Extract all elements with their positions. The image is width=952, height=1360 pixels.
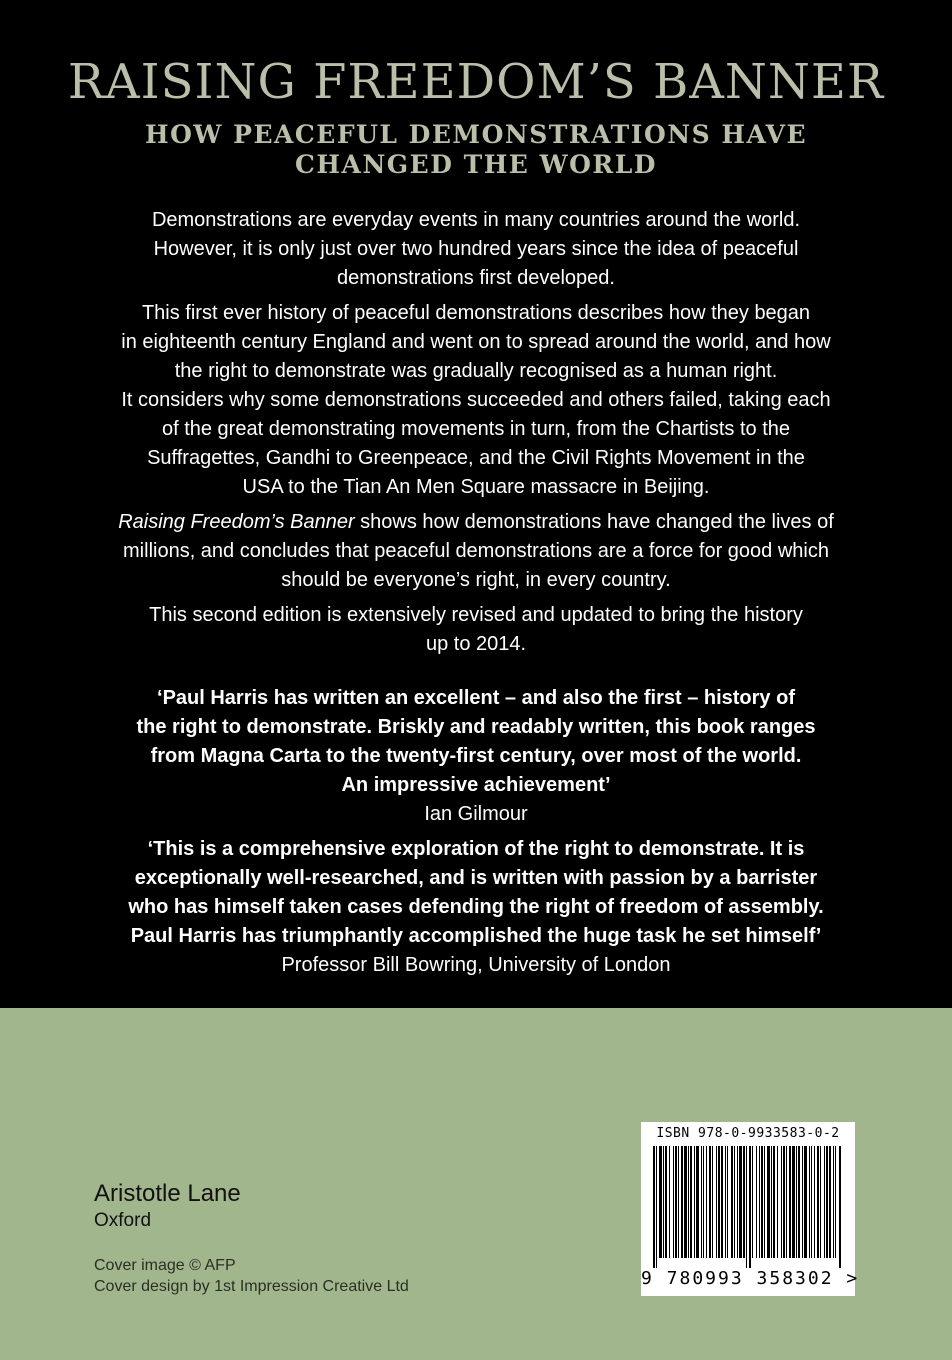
barcode-bar xyxy=(746,1146,747,1268)
barcode-bar xyxy=(833,1146,834,1258)
barcode-bar xyxy=(656,1146,657,1268)
barcode xyxy=(641,1122,860,1296)
blurb-paragraph-4 xyxy=(60,601,892,659)
barcode-bar xyxy=(786,1146,787,1258)
text-line: up to 2014. xyxy=(425,633,527,655)
barcode-bar xyxy=(767,1146,770,1258)
barcode-bar xyxy=(696,1146,699,1258)
barcode-bar xyxy=(781,1146,782,1258)
subtitle-line: CHANGED THE WORLD xyxy=(295,150,657,179)
quote-line: exceptionally well-researched, and is written with passion by a barrister xyxy=(134,867,818,889)
barcode-bar xyxy=(756,1146,757,1258)
barcode-bar xyxy=(716,1146,717,1258)
text-segment: shows how demonstrations have changed the lives of xyxy=(354,511,834,533)
barcode-bar xyxy=(718,1146,720,1258)
barcode-bar xyxy=(783,1146,785,1258)
barcode-bar xyxy=(804,1146,807,1258)
text-line: However, it is only just over two hundred years since the idea of peaceful xyxy=(153,238,799,260)
ean-digits xyxy=(641,1268,860,1289)
barcode-bar xyxy=(789,1146,791,1258)
barcode-bar xyxy=(721,1146,723,1258)
barcode-bar xyxy=(703,1146,704,1258)
barcode-bar xyxy=(829,1146,831,1258)
quote-line: ‘This is a comprehensive exploration of the right to demonstrate. It is xyxy=(147,838,805,860)
barcode-bar xyxy=(743,1146,745,1258)
barcode-bar xyxy=(675,1146,677,1258)
review-quote-1 xyxy=(60,684,892,829)
text-line: This first ever history of peaceful demonstrations describes how they began xyxy=(141,302,811,324)
barcode-bar xyxy=(824,1146,825,1258)
barcode-bar xyxy=(690,1146,692,1258)
quote-line: who has himself taken cases defending the right of freedom of assembly. xyxy=(128,896,824,918)
barcode-bar xyxy=(796,1146,797,1258)
quote-line: ‘Paul Harris has written an excellent – and also the first – history of xyxy=(157,687,795,709)
barcode-bar xyxy=(709,1146,711,1258)
barcode-bar xyxy=(752,1146,753,1258)
barcode-bar xyxy=(759,1146,760,1258)
barcode-bar xyxy=(727,1146,728,1258)
barcode-bar xyxy=(792,1146,795,1258)
text-line xyxy=(60,508,892,537)
book-subtitle xyxy=(0,120,952,180)
barcode-bar xyxy=(817,1146,819,1258)
barcode-bar xyxy=(761,1146,763,1258)
blurb-paragraph-1 xyxy=(60,206,892,293)
barcode-bars xyxy=(651,1146,845,1268)
barcode-bar xyxy=(659,1146,662,1258)
subtitle-line: HOW PEACEFUL DEMONSTRATIONS HAVE xyxy=(144,120,808,149)
barcode-bar xyxy=(725,1146,726,1258)
blurb-paragraph-2 xyxy=(60,299,892,502)
barcode-bar xyxy=(681,1146,683,1258)
barcode-bar xyxy=(820,1146,821,1258)
quote-line: the right to demonstrate. Briskly and readably written, this book ranges xyxy=(136,716,816,738)
text-line: of the great demonstrating movements in turn, from the Chartists to the xyxy=(161,418,791,440)
text-line: USA to the Tian An Men Square massacre in Beijing. xyxy=(242,476,710,498)
barcode-bar xyxy=(835,1146,836,1258)
book-title-italic: Raising Freedom’s Banner xyxy=(118,511,355,533)
barcode-bar xyxy=(811,1146,812,1258)
barcode-bar xyxy=(712,1146,713,1258)
barcode-bar xyxy=(665,1146,667,1258)
barcode-bar xyxy=(678,1146,679,1258)
text-line: the right to demonstrate was gradually recognised as a human right. xyxy=(174,360,778,382)
barcode-bar xyxy=(773,1146,775,1258)
text-line: Suffragettes, Gandhi to Greenpeace, and the Civil Rights Movement in the xyxy=(147,447,805,469)
barcode-bar xyxy=(826,1146,828,1258)
barcode-bar xyxy=(731,1146,733,1258)
barcode-bar xyxy=(734,1146,735,1258)
barcode-bar xyxy=(802,1146,803,1258)
text-line: This second edition is extensively revised and updated to bring the history xyxy=(149,604,803,626)
barcode-bar xyxy=(669,1146,670,1258)
isbn-text: ISBN 978-0-9933583-0-2 xyxy=(656,1126,840,1141)
barcode-bar xyxy=(663,1146,664,1258)
barcode-bar xyxy=(809,1146,810,1258)
barcode-bar xyxy=(688,1146,689,1258)
barcode-bar xyxy=(694,1146,695,1258)
barcode-bar xyxy=(706,1146,707,1258)
publisher-city: Oxford xyxy=(94,1210,152,1231)
barcode-bar xyxy=(684,1146,687,1258)
barcode-bar xyxy=(739,1146,742,1258)
barcode-bar xyxy=(839,1146,841,1268)
barcode-bar xyxy=(701,1146,702,1258)
quote-author: Ian Gilmour xyxy=(424,803,528,825)
quote-line: An impressive achievement’ xyxy=(341,774,611,796)
quote-line: from Magna Carta to the twenty-first century, over most of the world. xyxy=(150,745,802,767)
text-line: Demonstrations are everyday events in many countries around the world. xyxy=(151,209,801,231)
book-title: RAISING FREEDOM’S BANNER xyxy=(67,54,885,110)
text-line: demonstrations first developed. xyxy=(337,267,615,289)
barcode-bar xyxy=(673,1146,674,1258)
text-line: It considers why some demonstrations succeeded and others failed, taking each xyxy=(121,389,831,411)
review-quote-2 xyxy=(60,835,892,980)
barcode-bar xyxy=(771,1146,772,1258)
barcode-bar xyxy=(777,1146,778,1258)
text-line: should be everyone’s right, in every country. xyxy=(281,569,671,591)
credit-image: Cover image © AFP xyxy=(94,1257,236,1274)
quote-line: Paul Harris has triumphantly accomplished the huge task he set himself’ xyxy=(130,925,822,947)
publisher-name: Aristotle Lane xyxy=(94,1180,241,1207)
barcode-bar xyxy=(737,1146,738,1258)
barcode-bar xyxy=(798,1146,800,1258)
quote-author: Professor Bill Bowring, University of London xyxy=(281,954,671,976)
barcode-bar xyxy=(749,1146,751,1268)
credit-design: Cover design by 1st Impression Creative Ltd xyxy=(94,1278,409,1295)
ean-digits-text: 9 780993 358302 > xyxy=(641,1268,860,1289)
text-line: in eighteenth century England and went on to spread around the world, and how xyxy=(121,331,831,353)
barcode-bar xyxy=(814,1146,815,1258)
barcode-bar xyxy=(653,1146,655,1268)
barcode-bar xyxy=(764,1146,765,1258)
blurb-paragraph-3 xyxy=(60,508,892,595)
text-line: millions, and concludes that peaceful demonstrations are a force for good which xyxy=(123,540,829,562)
